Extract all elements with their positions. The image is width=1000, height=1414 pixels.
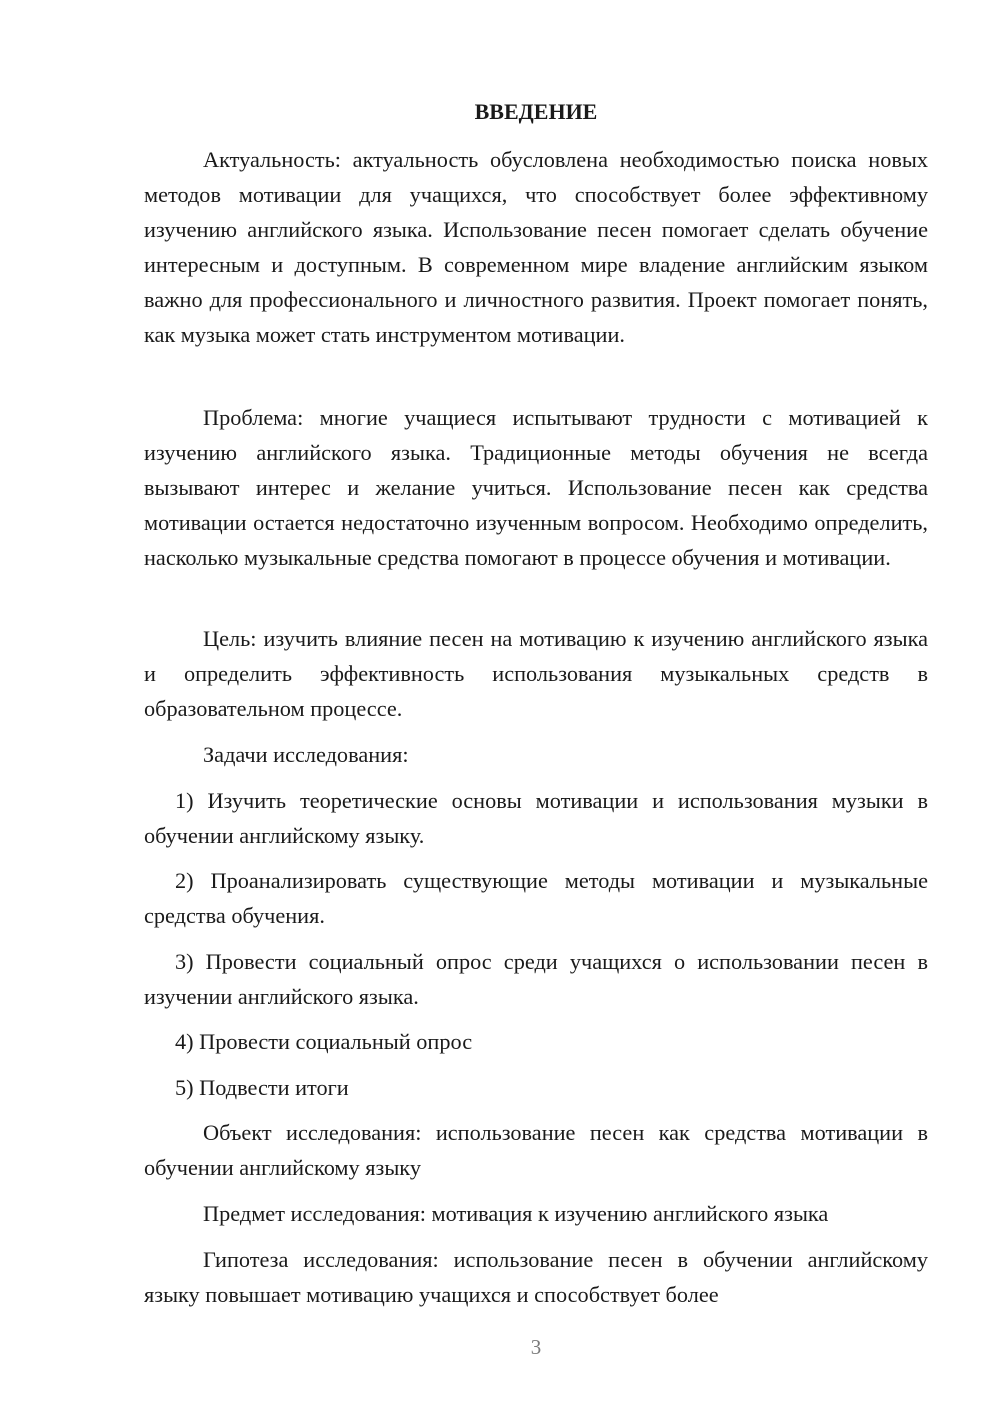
object-paragraph: Объект исследования: использование песен как средства мотивации в обучении английскому языку: [144, 1120, 928, 1180]
relevance-paragraph: Актуальность: актуальность обусловлена необходимостью поиска новых методов мотивации для учащихся, что способствует более эффективному изучению английского языка. Использование песен помогает сделать обучение интересным и доступным. В современном мире владение английским языком важно для профессионального и личностного развития. Проект помогает понять, как музыка может стать инструментом мотивации.: [144, 147, 928, 347]
hypothesis-paragraph: Гипотеза исследования: использование песен в обучении английскому языку повышает мотивацию учащихся и способствует более: [144, 1247, 928, 1307]
task-item-4: 4) Провести социальный опрос: [175, 1029, 473, 1054]
task-item-2: 2) Проанализировать существующие методы мотивации и музыкальные средства обучения.: [144, 868, 928, 928]
task-item-3: 3) Провести социальный опрос среди учащихся о использовании песен в изучении английского языка.: [144, 949, 928, 1009]
problem-paragraph: Проблема: многие учащиеся испытывают трудности с мотивацией к изучению английского языка. Традиционные методы обучения не всегда вызывают интерес и желание учиться. Использование песен как средства мотивации остается недостаточно изученным вопросом. Необходимо определить, насколько музыкальные средства помогают в процессе обучения и мотивации.: [144, 405, 928, 570]
page-number: 3: [530, 1335, 542, 1359]
task-item-5: 5) Подвести итоги: [175, 1075, 349, 1100]
goal-paragraph: Цель: изучить влияние песен на мотивацию к изучению английского языка и определить эффективность использования музыкальных средств в образовательном процессе.: [144, 626, 928, 721]
tasks-heading: Задачи исследования:: [203, 742, 409, 767]
page-title: ВВЕДЕНИЕ: [474, 99, 598, 124]
subject-paragraph: Предмет исследования: мотивация к изучению английского языка: [203, 1201, 829, 1226]
task-item-1: 1) Изучить теоретические основы мотивации и использования музыки в обучении английскому языку.: [144, 788, 928, 848]
